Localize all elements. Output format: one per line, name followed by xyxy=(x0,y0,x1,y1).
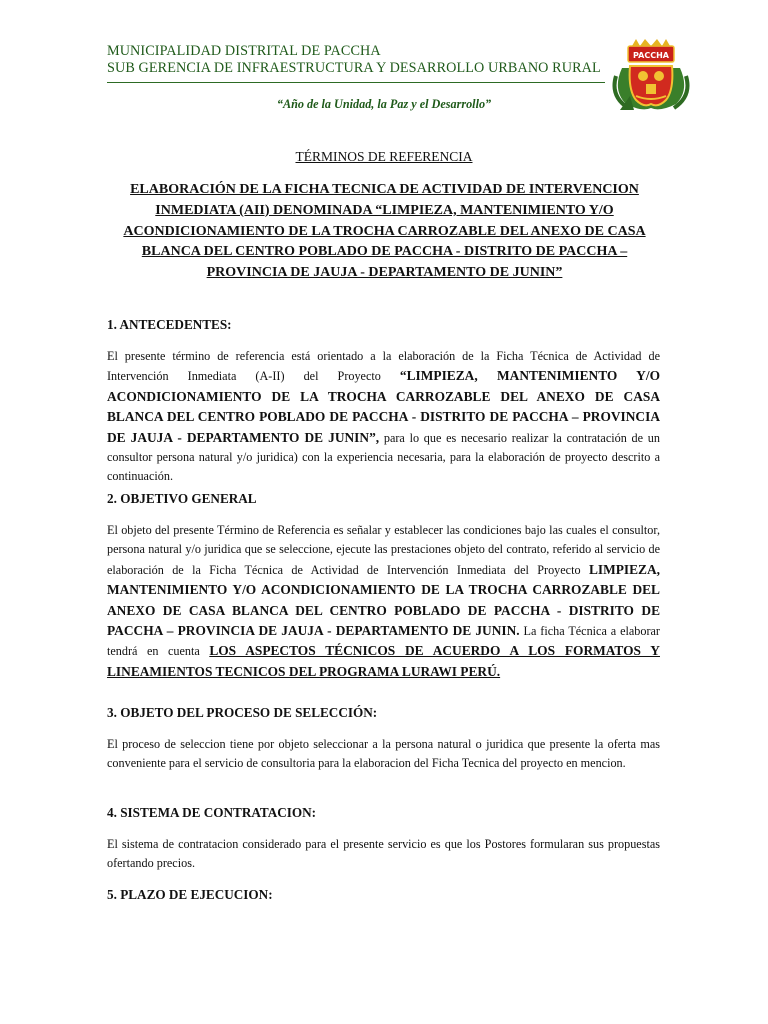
department-name: SUB GERENCIA DE INFRAESTRUCTURA Y DESARROLLO URBANO RURAL xyxy=(107,60,601,76)
section-heading-plazo-ejecucion: 5. PLAZO DE EJECUCION: xyxy=(107,887,273,902)
header-divider xyxy=(107,82,605,83)
section-body-sistema-contratacion: El sistema de contratacion considerado para el presente servicio es que los Postores formularan sus propuestas ofertando precios. xyxy=(107,837,660,871)
section-heading-sistema-contratacion: 4. SISTEMA DE CONTRATACION: xyxy=(107,805,317,820)
section-body-objetivo-general: El objeto del presente Término de Referencia es señalar y establecer las condiciones bajo las cuales el consultor, persona natural y/o juridica que se seleccione, ejecute las prestaciones objeto del contrato, referido al servicio de elaboración de la Ficha Técnica de Actividad de Intervención Inmediata del Proyecto LIMPIEZA, MANTENIMIENTO Y/O ACONDICIONAMIENTO DE LA TROCHA CARROZABLE DEL ANEXO DE CASA BLANCA DEL CENTRO POBLADO DE PACCHA - DISTRITO DE PACCHA – PROVINCIA DE JAUJA - DEPARTAMENTO DE JUNIN. La ficha Técnica a elaborar tendrá en cuenta LOS ASPECTOS TÉCNICOS DE ACUERDO A LOS FORMATOS Y LINEAMIENTOS TECNICOS DEL PROGRAMA LURAWI PERÚ. xyxy=(107,523,660,679)
section-heading-objetivo-general: 2. OBJETIVO GENERAL xyxy=(107,491,257,506)
logo-text: PACCHA xyxy=(633,51,669,60)
section-heading-antecedentes: 1. ANTECEDENTES: xyxy=(107,317,232,332)
municipal-coat-of-arms-icon xyxy=(612,38,690,114)
section-body-objeto-proceso: El proceso de seleccion tiene por objeto seleccionar a la persona natural o juridica que presente la oferta mas conveniente para el servicio de consultoria para la elaboracion del Ficha Tecnica del proyecto en mencion. xyxy=(107,737,660,771)
document-subject: ELABORACIÓN DE LA FICHA TECNICA DE ACTIVIDAD DE INTERVENCION INMEDIATA (AII) DENOMINADA “LIMPIEZA, MANTENIMIENTO Y/O ACONDICIONAMIENTO DE LA TROCHA CARROZABLE DEL ANEXO DE CASA BLANCA DEL CENTRO POBLADO DE PACCHA - DISTRITO DE PACCHA – PROVINCIA DE JAUJA - DEPARTAMENTO DE JUNIN” xyxy=(123,182,646,281)
year-motto: “Año de la Unidad, la Paz y el Desarrollo” xyxy=(276,97,492,111)
section-body-antecedentes: El presente término de referencia está orientado a la elaboración de la Ficha Técnica de Actividad de Intervención Inmediata (A-II) del Proyecto “LIMPIEZA, MANTENIMIENTO Y/O ACONDICIONAMIENTO DE LA TROCHA CARROZABLE DEL ANEXO DE CASA BLANCA DEL CENTRO POBLADO DE PACCHA - DISTRITO DE PACCHA – PROVINCIA DE JAUJA - DEPARTAMENTO DE JUNIN”, para lo que es necesario realizar la contratación de un consultor persona natural y/o juridica) con la experiencia necesaria, para la elaboración de proyecto descrito a continuación. xyxy=(107,349,660,484)
section-heading-objeto-proceso: 3. OBJETO DEL PROCESO DE SELECCIÓN: xyxy=(107,705,378,720)
letterhead xyxy=(107,43,607,77)
municipality-name: MUNICIPALIDAD DISTRITAL DE PACCHA xyxy=(107,43,381,59)
document-title: TÉRMINOS DE REFERENCIA xyxy=(295,149,473,164)
